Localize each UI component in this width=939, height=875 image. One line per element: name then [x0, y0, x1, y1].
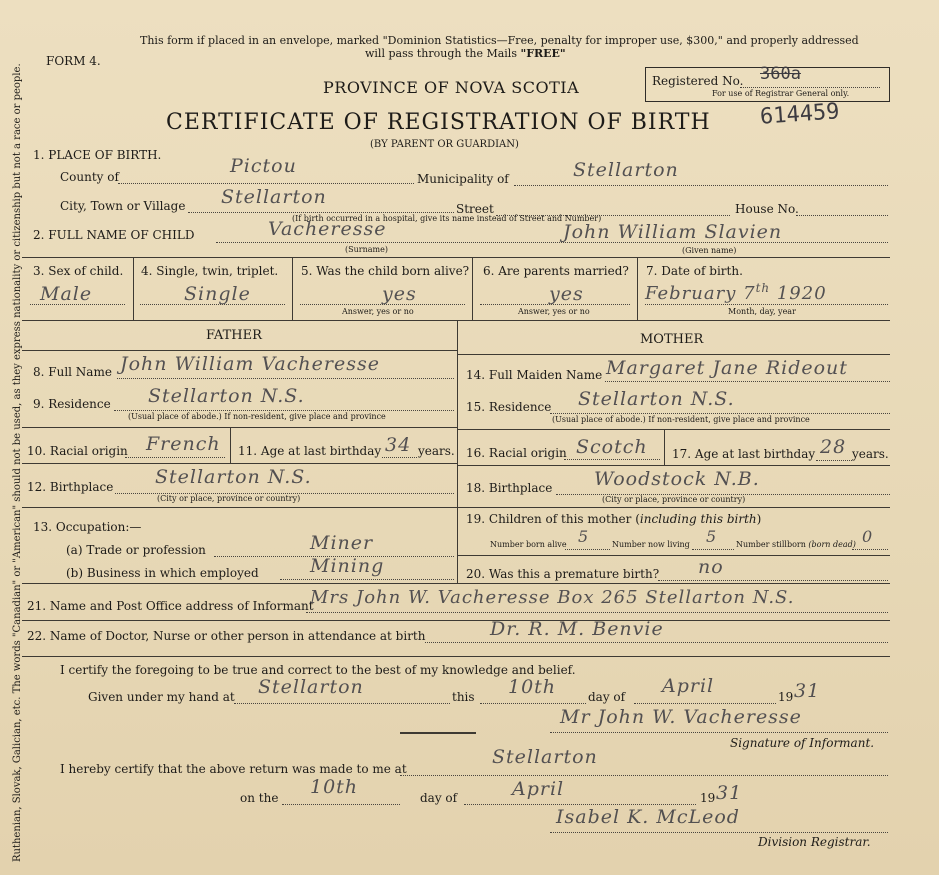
mother-heading: MOTHER: [640, 332, 704, 347]
field-10-label: 10. Racial origin: [27, 444, 128, 458]
field-22-label: 22. Name of Doctor, Nurse or other person in attendance at birth: [27, 629, 426, 643]
given-month-value: April: [662, 675, 715, 697]
doctor-value: Dr. R. M. Benvie: [490, 618, 664, 640]
business-value: Mining: [310, 555, 385, 577]
informant-signature-label: Signature of Informant.: [730, 736, 875, 750]
field-1-label: 1. PLACE OF BIRTH.: [33, 148, 162, 162]
hospital-note: (If birth occurred in a hospital, give its name instead of Street and Number): [292, 214, 602, 223]
informant-signature: Mr John W. Vacheresse: [560, 706, 802, 728]
trade-value: Miner: [310, 532, 374, 554]
dob-hint: Month, day, year: [728, 307, 796, 316]
province-title: PROVINCE OF NOVA SCOTIA: [323, 78, 580, 97]
mother-bp-value: Woodstock N.B.: [594, 468, 760, 490]
field-13b-label: (b) Business in which employed: [66, 566, 259, 580]
stillborn-count: 0: [862, 527, 874, 546]
field-2-label: 2. FULL NAME OF CHILD: [33, 228, 195, 242]
year-prefix: 19: [778, 690, 794, 704]
registrar-month-value: April: [512, 778, 565, 800]
father-res-note: (Usual place of abode.) If non-resident, give place and province: [128, 412, 386, 421]
surname-value: Vacheresse: [268, 218, 387, 240]
return-certify-label: I hereby certify that the above return was made to me at: [60, 762, 407, 776]
day-of-label: day of: [588, 690, 626, 704]
living-count-label: Number now living: [612, 540, 690, 549]
field-17-label: 17. Age at last birthday: [672, 447, 816, 461]
field-20-label: 20. Was this a premature birth?: [466, 567, 660, 581]
given-under-label: Given under my hand at: [88, 690, 235, 704]
mother-bp-note: (City or place, province or country): [602, 495, 746, 504]
given-day-value: 10th: [508, 676, 557, 698]
mother-race-value: Scotch: [576, 436, 648, 458]
sidebar-note: Ruthenian, Slovak, Galician, etc. The words "Canadian" or "American" should not be used, as they express nationality or citizenship but not a race or people.: [12, 63, 23, 862]
father-bp-note: (City or place, province or country): [157, 494, 301, 503]
premature-value: no: [698, 556, 724, 578]
registrar-signature-label: Division Registrar.: [758, 835, 871, 849]
certificate-subtitle: (BY PARENT OR GUARDIAN): [370, 139, 519, 150]
field-14-label: 14. Full Maiden Name: [466, 368, 603, 382]
father-name-value: John William Vacheresse: [120, 353, 380, 375]
mail-notice-line1: This form if placed in an envelope, marked "Dominion Statistics—Free, penalty for improper use, $300," and properly addressed: [140, 34, 859, 47]
father-race-value: French: [146, 433, 221, 455]
field-19-label: 19. Children of this mother (including this birth): [466, 512, 762, 526]
plurality-value: Single: [184, 283, 251, 305]
registrar-place-value: Stellarton: [492, 746, 598, 768]
field-13-label: 13. Occupation:—: [33, 520, 142, 534]
registered-label: Registered No.: [652, 74, 744, 88]
sex-value: Male: [40, 283, 93, 305]
given-name-label: (Given name): [682, 246, 737, 255]
given-place-value: Stellarton: [258, 676, 364, 698]
married-hint: Answer, yes or no: [518, 307, 590, 316]
field-5-label: 5. Was the child born alive?: [301, 264, 470, 278]
given-year-value: 31: [794, 680, 821, 702]
mother-years-label: years.: [852, 447, 889, 461]
certificate-title: CERTIFICATE OF REGISTRATION OF BIRTH: [166, 110, 711, 135]
mother-age-value: 28: [820, 436, 847, 458]
field-18-label: 18. Birthplace: [466, 481, 553, 495]
county-value: Pictou: [230, 155, 297, 177]
born-alive-value: yes: [382, 283, 417, 305]
field-16-label: 16. Racial origin: [466, 446, 567, 460]
born-alive-count-label: Number born alive: [490, 540, 567, 549]
father-res-value: Stellarton N.S.: [148, 385, 305, 407]
father-years-label: years.: [418, 444, 455, 458]
given-name-value: John William Slavien: [563, 221, 783, 243]
this-label: this: [452, 690, 475, 704]
registrar-note: For use of Registrar General only.: [712, 89, 850, 98]
stillborn-count-label: Number stillborn (born dead): [736, 540, 856, 549]
mother-res-note: (Usual place of abode.) If non-resident, give place and province: [552, 415, 810, 424]
field-13a-label: (a) Trade or profession: [66, 543, 206, 557]
born-alive-hint: Answer, yes or no: [342, 307, 414, 316]
house-no-label: House No.: [735, 202, 799, 216]
dob-value: February 7th 1920: [645, 281, 827, 304]
registered-struck: 360a: [760, 64, 801, 84]
registrar-year-value: 31: [716, 782, 743, 804]
on-the-label: on the: [240, 791, 279, 805]
reg-day-of-label: day of: [420, 791, 458, 805]
street-label: Street: [456, 202, 494, 216]
field-9-label: 9. Residence: [33, 397, 111, 411]
field-4-label: 4. Single, twin, triplet.: [141, 264, 279, 278]
municipality-value: Stellarton: [573, 159, 679, 181]
city-value: Stellarton: [221, 186, 327, 208]
mail-notice-line2: will pass through the Mails "FREE": [365, 47, 566, 60]
father-age-value: 34: [385, 434, 412, 456]
municipality-label: Municipality of: [417, 172, 509, 186]
field-21-label: 21. Name and Post Office address of Informant: [27, 599, 314, 613]
father-heading: FATHER: [206, 328, 262, 343]
informant-value: Mrs John W. Vacheresse Box 265 Stellarton N.S.: [310, 587, 795, 608]
registrar-signature: Isabel K. McLeod: [556, 806, 740, 828]
field-15-label: 15. Residence: [466, 400, 552, 414]
field-12-label: 12. Birthplace: [27, 480, 114, 494]
registrar-day-value: 10th: [310, 776, 359, 798]
field-3-label: 3. Sex of child.: [33, 264, 124, 278]
reg-year-prefix: 19: [700, 791, 716, 805]
field-11-label: 11. Age at last birthday: [238, 444, 382, 458]
mother-name-value: Margaret Jane Rideout: [606, 357, 848, 379]
father-bp-value: Stellarton N.S.: [155, 466, 312, 488]
field-7-label: 7. Date of birth.: [646, 264, 743, 278]
city-label: City, Town or Village: [60, 199, 186, 213]
born-alive-count: 5: [578, 527, 590, 546]
field-8-label: 8. Full Name: [33, 365, 112, 379]
field-6-label: 6. Are parents married?: [483, 264, 629, 278]
mother-res-value: Stellarton N.S.: [578, 388, 735, 410]
surname-label: (Surname): [345, 245, 388, 254]
county-label: County of: [60, 170, 119, 184]
married-value: yes: [549, 283, 584, 305]
form-number: FORM 4.: [46, 54, 101, 68]
certify-statement: I certify the foregoing to be true and correct to the best of my knowledge and belief.: [60, 663, 576, 677]
living-count: 5: [706, 527, 718, 546]
registered-number: 614459: [759, 99, 841, 130]
